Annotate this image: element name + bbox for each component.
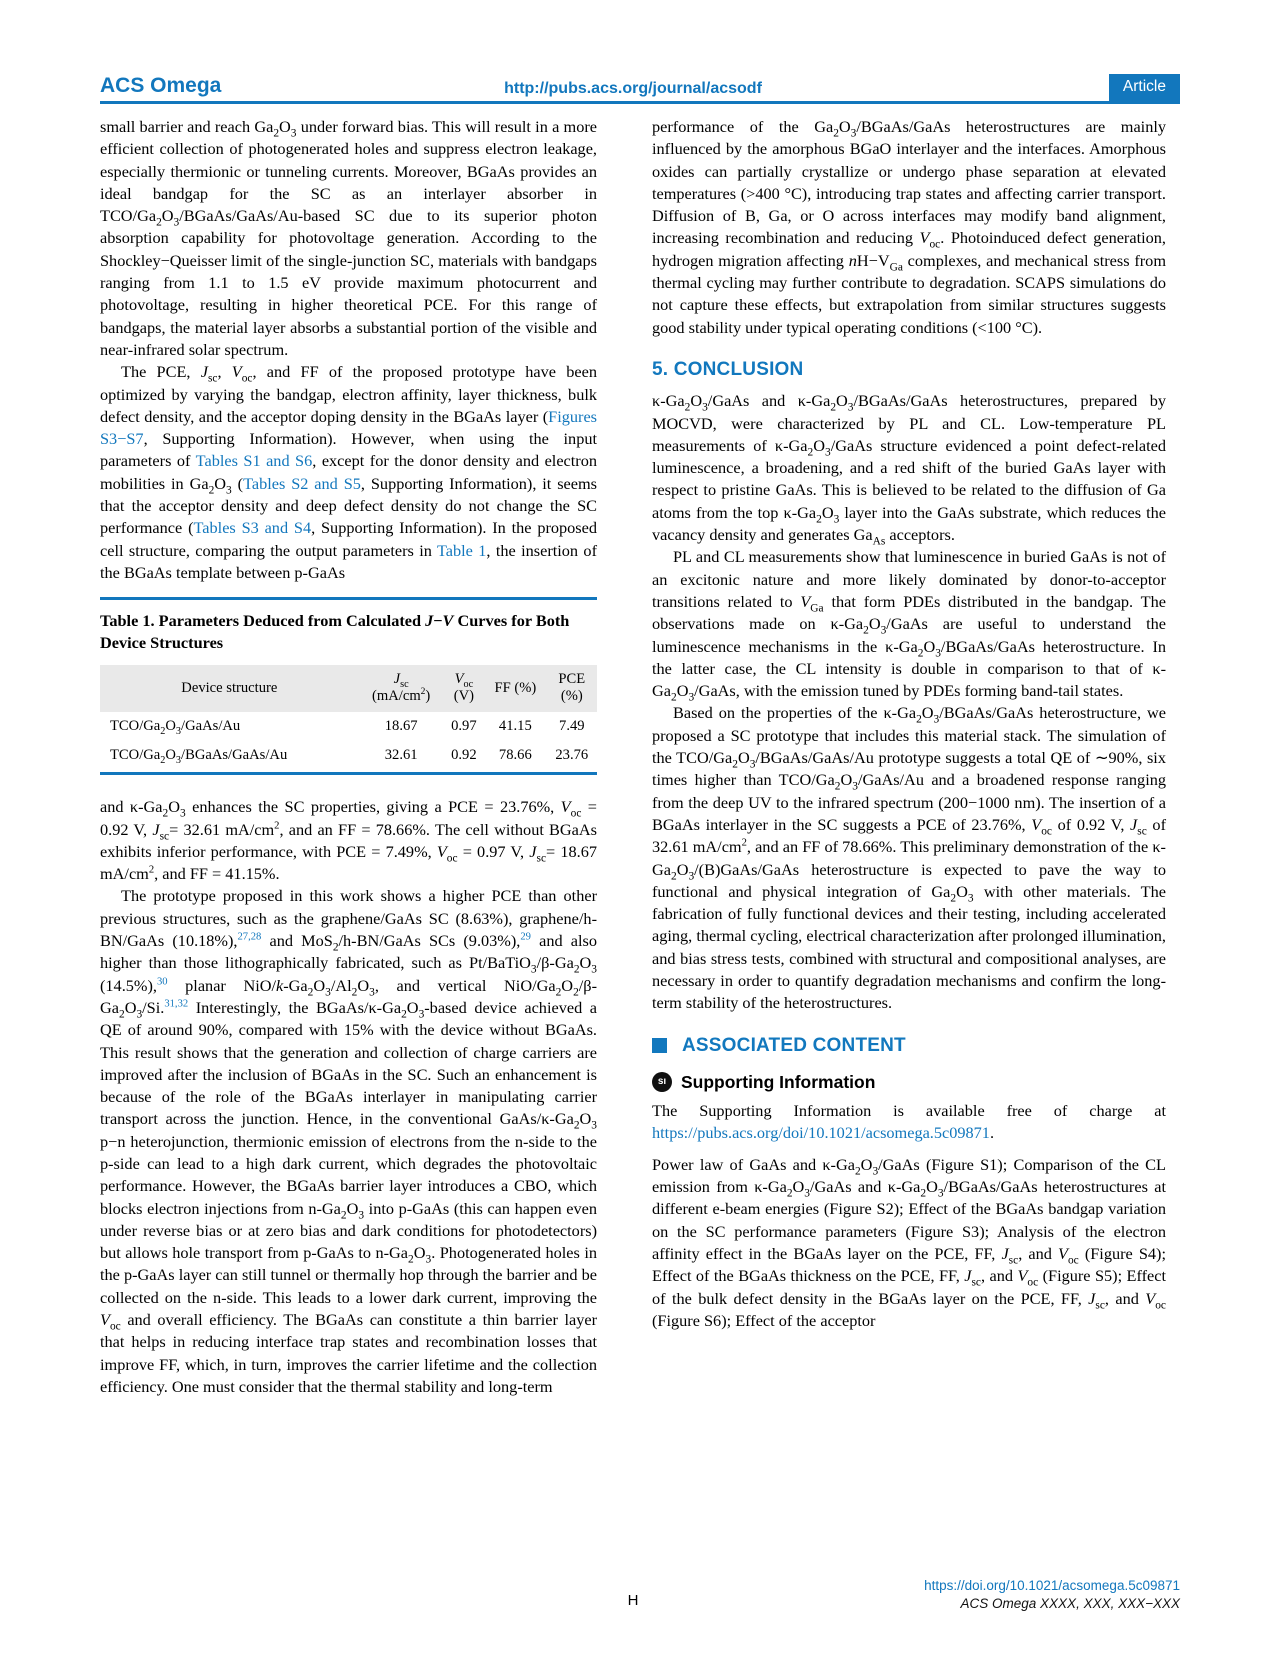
table-header-cell: PCE (%) [547,665,597,712]
article-type-badge: Article [1109,74,1180,101]
table-cell: TCO/$Ga_2O_3/GaAs/Au$ [110,718,241,738]
citation-31-32[interactable]: 31,32 [164,998,189,1010]
paragraph: The PCE, $J_{sc}$, $V_{oc}$, and FF of the proposed prototype have been optimized by varying the bandgap, electron affinity, layer thickness, bulk defect density, and the acceptor doping density in the BGaAs layer (Figures S3−S7, Supporting Information). However, when using the input parameters of Tables S1 and S6, except for the donor density and electron mobilities in $Ga_2O_3$ (Tables S2 and S5, Supporting Information), it seems that the acceptor density and deep defect density do not change the SC performance (Tables S3 and S4, Supporting Information). In the proposed cell structure, comparing the output parameters in Table 1, the insertion of the BGaAs template between p-GaAs [100,362,598,582]
link-table-1[interactable]: Table 1 [436,540,487,560]
paragraph: The Supporting Information is available free of charge at https://pubs.acs.org/doi/10.1021/acsomega.5c09871. [652,1101,1166,1143]
paragraph: The prototype proposed in this work shows a higher PCE than other previous structures, such as the graphene/GaAs SC (8.63%), graphene/h-BN/GaAs (10.18%),$^{27,28}$ and MoS$_2$/h-BN/GaAs SCs (9.03%),$^{29}$ and also higher than those lithographically fabricated, such as $Pt/BaTiO_3/\beta-Ga_2O_3$ (14.5%),$^{30}$ planar NiO/$k-Ga_2O_3/Al_2O_3$, and vertical NiO/$Ga_2O_2/\beta-Ga_2O_3/Si.^{31,32}$ Interestingly, the BGaAs/$\kappa-Ga_2O_3$-based device achieved a QE of around 90%, compared with 15% with the device without BGaAs. This result shows that the generation and collection of charge carriers are improved after the inclusion of BGaAs in the SC. Such an enhancement is because of the role of the BGaAs interlayer in manipulating carrier transport across the junction. Hence, in the conventional GaAs/$\kappa-Ga_2O_3$ p−n heterojunction, thermionic emission of electrons from the n-side to the p-side can lead to a high dark current, which degrades the photovoltaic performance. However, the BGaAs barrier layer introduces a CBO, which blocks electron injections from $n-Ga_2O_3$ into p-GaAs (this can happen even under reverse bias or at zero bias and dark conditions for photodetectors) but allows hole transport from p-GaAs to $n-Ga_2O_3$. Photogenerated holes in the p-GaAs layer can still tunnel or thermally hop through the barrier and be collected on the n-side. This leads to a lower dark current, improving the $V_{oc}$ and overall efficiency. The BGaAs can constitute a thin barrier layer that helps in reducing interface trap states and recombination losses that improve FF, which, in turn, improves the carrier lifetime and the collection efficiency. One must consider that the thermal stability and long-term [100,886,597,1396]
section-heading-conclusion: 5. CONCLUSION [652,358,804,380]
supporting-information-label: Supporting Information [681,1071,876,1092]
table-header-cell: $V_{oc}$ (V) [444,665,484,712]
citation-27-28[interactable]: 27,28 [237,931,262,943]
doi-link[interactable]: https://doi.org/10.1021/acsomega.5c09871 [924,1578,1180,1593]
supporting-information-heading [652,1071,1166,1093]
table-cell: 41.15 [498,718,532,735]
page-number: H [627,1592,639,1609]
paragraph: and $\kappa-Ga_2O_3$ enhances the SC properties, giving a PCE = 23.76%, $V_{oc} = 0.92$ V, $J_{sc}= 32.61$ $mA/cm^2$, and an FF = 78.66%. The cell without BGaAs exhibits inferior performance, with PCE = 7.49%, $V_{oc} = 0.97$ V, $J_{sc}= 18.67$ $mA/cm^2$, and FF = 41.15%. [100,797,597,884]
table-cell: 23.76 [555,747,589,764]
table-cell: 78.66 [498,747,532,764]
paragraph: performance of the $Ga_2O_3/BGaAs$/GaAs heterostructures are mainly influenced by the amorphous BGaO interlayer and the interfaces. Amorphous oxides can partially crystallize or undergo phase separation at elevated temperatures (>400 °C), introducing trap states and affecting carrier transport. Diffusion of B, Ga, or O across interfaces may modify band alignment, increasing recombination and reducing $V_{oc}$. Photoinduced defect generation, hydrogen migration affecting $nH-V_{Ga}$ complexes, and mechanical stress from thermal cycling may further contribute to degradation. SCAPS simulations do not capture these effects, but extrapolation from similar structures suggests good stability under typical operating conditions (<100 °C). [652,117,1167,337]
table-header-row [100,665,597,712]
table-cell: 32.61 [384,747,418,764]
section-heading-associated-content [652,1035,1166,1057]
table-header-cell: FF (%) [484,665,547,712]
section-square-icon [652,1038,667,1053]
table-cell: 0.92 [451,747,477,764]
table-header-cell: Device structure [100,665,359,712]
table-header-cell: $J_{sc}$ $(mA/cm^2)$ [359,665,444,712]
supporting-info-url-link[interactable]: https://pubs.acs.org/doi/10.1021/acsomega.5c09871 [652,1123,990,1143]
paragraph: small barrier and reach $Ga_2O_3$ under forward bias. This will result in a more efficient collection of photogenerated holes and suppress electron leakage, especially thermionic or tunneling currents. Moreover, BGaAs provides an ideal bandgap for the SC as an interlayer absorber in TCO/$Ga_2O_3/BGaAs/GaAs/Au$-based SC due to its superior photon absorption capability for photovoltage generation. According to the Shockley−Queisser limit of the single-junction SC, materials with bandgaps ranging from 1.1 to 1.5 eV provide maximum photocurrent and photovoltage, resulting in higher theoretical PCE. For this range of bandgaps, the material layer absorbs a substantial portion of the visible and near-infrared solar spectrum. [100,117,597,359]
citation-29[interactable]: 29 [520,931,531,943]
citation-30[interactable]: 30 [156,976,168,988]
link-tables-s3-s4[interactable]: Tables S3 and S4 [193,518,312,538]
table-row [100,741,597,770]
journal-citation: ACS Omega XXXX, XXX, XXX−XXX [960,1596,1180,1611]
paragraph: $\kappa-Ga_2O_3$/GaAs and $\kappa-Ga_2O_3/BGaAs$/GaAs heterostructures, prepared by MOCVD, were characterized by PL and CL. Low-temperature PL measurements of $\kappa-Ga_2O_3$/GaAs structure evidenced a point defect-related luminescence, a broadening, and a red shift of the buried GaAs layer with respect to pristine GaAs. This is believed to be related to the diffusion of Ga atoms from the top $\kappa-Ga_2O_3$ layer into the GaAs substrate, which reduces the vacancy density and generates $Ga_{As}$ acceptors. [652,391,1166,548]
table-cell: 7.49 [559,718,585,735]
journal-url-link[interactable]: http://pubs.acs.org/journal/acsodf [504,80,762,97]
table-row [100,712,597,741]
table-cell: TCO/$Ga_2O_3/BGaAs/GaAs/Au$ [110,747,288,767]
paragraph: PL and CL measurements show that luminescence in buried GaAs is not of an excitonic nature and more likely dominated by donor-to-acceptor transitions related to $V_{Ga}$ that form PDEs distributed in the bandgap. The observations made on $\kappa-Ga_2O_3$/GaAs are useful to understand the luminescence mechanisms in the $\kappa-Ga_2O_3/BGaAs$/GaAs heterostructure. In the latter case, the CL intensity is double in comparison to that of $\kappa-Ga_2O_3$/GaAs, with the emission tuned by PDEs forming band-tail states. [652,547,1167,704]
link-figures-s3-s7[interactable]: Figures S3−S7 [100,406,597,449]
table-cell: 0.97 [451,718,477,735]
table-1 [100,665,597,770]
header-rule [100,101,1180,104]
footer-citation-block [924,1577,1180,1613]
table-1-block [100,597,597,775]
table-bottom-rule [100,772,597,775]
link-tables-s2-s5[interactable]: Tables S2 and S5 [243,473,361,493]
supporting-figures-list: Power law of GaAs and $\kappa-Ga_2O_3$/GaAs (Figure S1); Comparison of the CL emission from $\kappa-Ga_2O_3$/GaAs and $\kappa-Ga_2O_3/BGaAs$/GaAs heterostructures at different e-beam energies (Figure S2); Effect of the BGaAs bandgap variation on the SC performance parameters (Figure S3); Analysis of the electron affinity effect in the BGaAs layer on the PCE, FF, $J_{sc}$, and $V_{oc}$ (Figure S4); Effect of the BGaAs thickness on the PCE, FF, $J_{sc}$, and $V_{oc}$ (Figure S5); Effect of the bulk defect density in the BGaAs layer on the PCE, FF, $J_{sc}$, and $V_{oc}$ (Figure S6); Effect of the acceptor [652,1154,1166,1330]
table-caption: Table 1. Parameters Deduced from Calculated J−V Curves for Both Device Structures [100,611,570,652]
right-column [652,116,1166,1332]
link-tables-s1-s6[interactable]: Tables S1 and S6 [195,451,313,471]
paragraph: Based on the properties of the $\kappa-Ga_2O_3/BGaAs$/GaAs heterostructure, we proposed a SC prototype that includes this material stack. The simulation of the TCO/$Ga_2O_3/BGaAs/GaAs/Au$ prototype suggests a total QE of ∼90%, six times higher than TCO/$Ga_2O_3/GaAs/Au$ and a broadened response ranging from the deep UV to the infrared spectrum (200−1000 nm). The insertion of a BGaAs interlayer in the SC suggests a PCE of 23.76%, $V_{oc}$ of 0.92 V, $J_{sc}$ of 32.61 $mA/cm^2$, and an FF of 78.66%. This preliminary demonstration of the $\kappa-Ga_2O_3/(B)GaAs$/GaAs heterostructure is expected to pave the way to functional and physical integration of $Ga_2O_3$ with other materials. The fabrication of fully functional devices and their testing, including accelerated aging, thermal cycling, electrical characterization after prolonged illumination, and bias stress tests, combined with structural and compositional analyses, are necessary in order to quantify degradation mechanisms and confirm the long-term stability of the heterostructures. [652,703,1166,1013]
journal-logo: ACS Omega [100,74,222,97]
left-column [100,116,597,1398]
table-cell: 18.67 [384,718,418,735]
table-top-rule [100,597,597,600]
supporting-info-icon: sı [652,1072,672,1092]
section-heading-label: ASSOCIATED CONTENT [682,1034,906,1056]
